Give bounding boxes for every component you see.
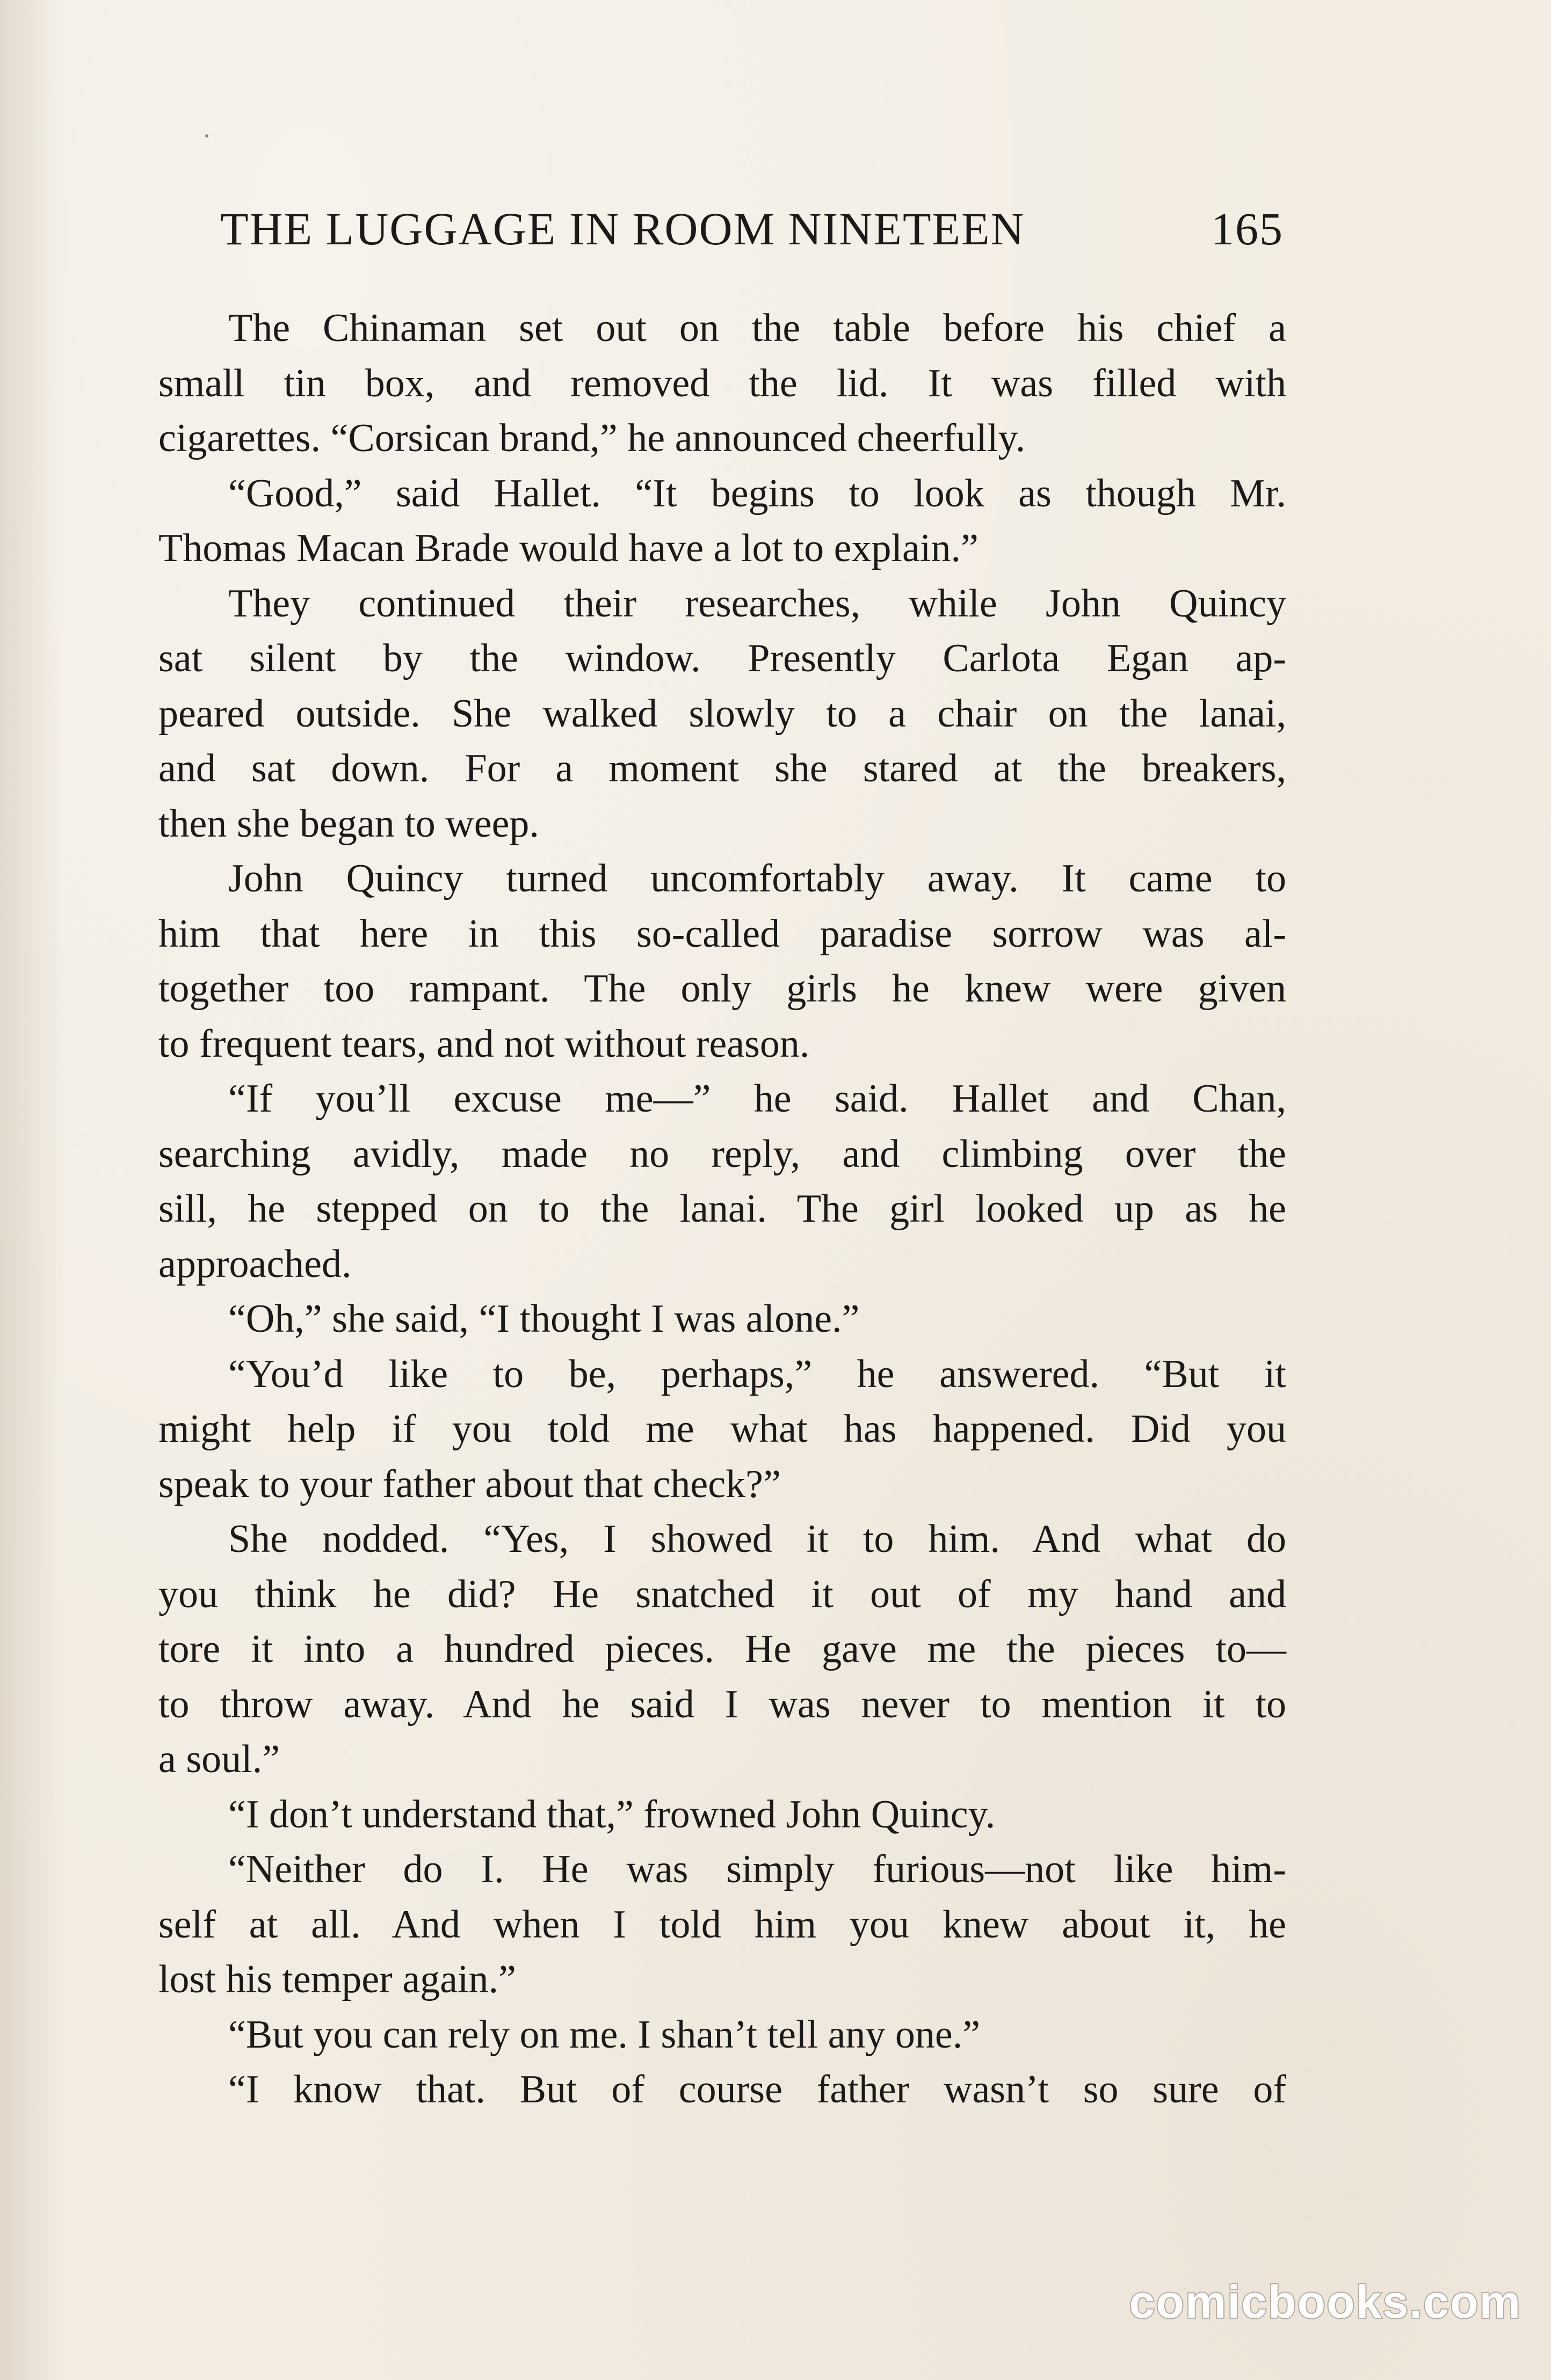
- text-line: you think he did? He snatched it out of my hand and: [158, 1572, 1286, 1616]
- running-head: [220, 193, 1284, 263]
- text-line: “Good,” said Hallet. “It begins to look as though Mr.: [228, 471, 1286, 516]
- text-line: tore it into a hundred pieces. He gave me the pieces to—: [158, 1627, 1286, 1671]
- text-line: then she began to weep.: [158, 801, 539, 846]
- text-line: “You’d like to be, perhaps,” he answered. “But it: [228, 1352, 1286, 1396]
- text-line: small tin box, and removed the lid. It was filled with: [158, 361, 1286, 405]
- text-line: peared outside. She walked slowly to a chair on the lanai,: [158, 691, 1286, 736]
- text-line: “Neither do I. He was simply furious—not like him-: [228, 1847, 1286, 1891]
- spine-shadow: [0, 0, 64, 2380]
- running-head-title: THE LUGGAGE IN ROOM NINETEEN: [220, 203, 1025, 255]
- text-line: John Quincy turned uncomfortably away. It came to: [228, 857, 1286, 901]
- text-line: “I know that. But of course father wasn’t so sure of: [228, 2067, 1286, 2111]
- paper-speck: [205, 134, 208, 137]
- text-line: The Chinaman set out on the table before his chief a: [228, 306, 1286, 350]
- text-line: together too rampant. The only girls he knew were given: [158, 967, 1286, 1011]
- text-line: self at all. And when I told him you knew about it, he: [158, 1902, 1286, 1947]
- text-line: approached.: [158, 1242, 352, 1286]
- text-line: “Oh,” she said, “I thought I was alone.”: [228, 1297, 860, 1341]
- text-line: sill, he stepped on to the lanai. The girl looked up as he: [158, 1187, 1286, 1231]
- text-line: might help if you told me what has happened. Did you: [158, 1407, 1286, 1451]
- text-line: searching avidly, made no reply, and climbing over the: [158, 1131, 1286, 1176]
- text-line: to frequent tears, and not without reason.: [158, 1021, 810, 1066]
- text-line: They continued their researches, while John Quincy: [228, 581, 1286, 626]
- text-line: “I don’t understand that,” frowned John Quincy.: [228, 1792, 996, 1837]
- text-line: him that here in this so-called paradise sorrow was al-: [158, 911, 1286, 956]
- body-text: [158, 301, 1286, 2117]
- text-line: and sat down. For a moment she stared at the breakers,: [158, 746, 1286, 790]
- text-line: “If you’ll excuse me—” he said. Hallet and Chan,: [228, 1077, 1286, 1121]
- watermark-logo: comicbooks.com: [1129, 2276, 1521, 2328]
- page-number: 165: [1211, 203, 1284, 255]
- text-line: Thomas Macan Brade would have a lot to explain.”: [158, 526, 979, 570]
- text-line: speak to your father about that check?”: [158, 1462, 781, 1506]
- text-line: lost his temper again.”: [158, 1957, 516, 2001]
- text-line: cigarettes. “Corsican brand,” he announced cheerfully.: [158, 416, 1026, 460]
- text-line: to throw away. And he said I was never to mention it to: [158, 1682, 1286, 1726]
- text-line: a soul.”: [158, 1737, 280, 1781]
- text-line: She nodded. “Yes, I showed it to him. And what do: [228, 1517, 1286, 1561]
- text-line: “But you can rely on me. I shan’t tell any one.”: [228, 2012, 981, 2057]
- text-line: sat silent by the window. Presently Carlota Egan ap-: [158, 636, 1286, 680]
